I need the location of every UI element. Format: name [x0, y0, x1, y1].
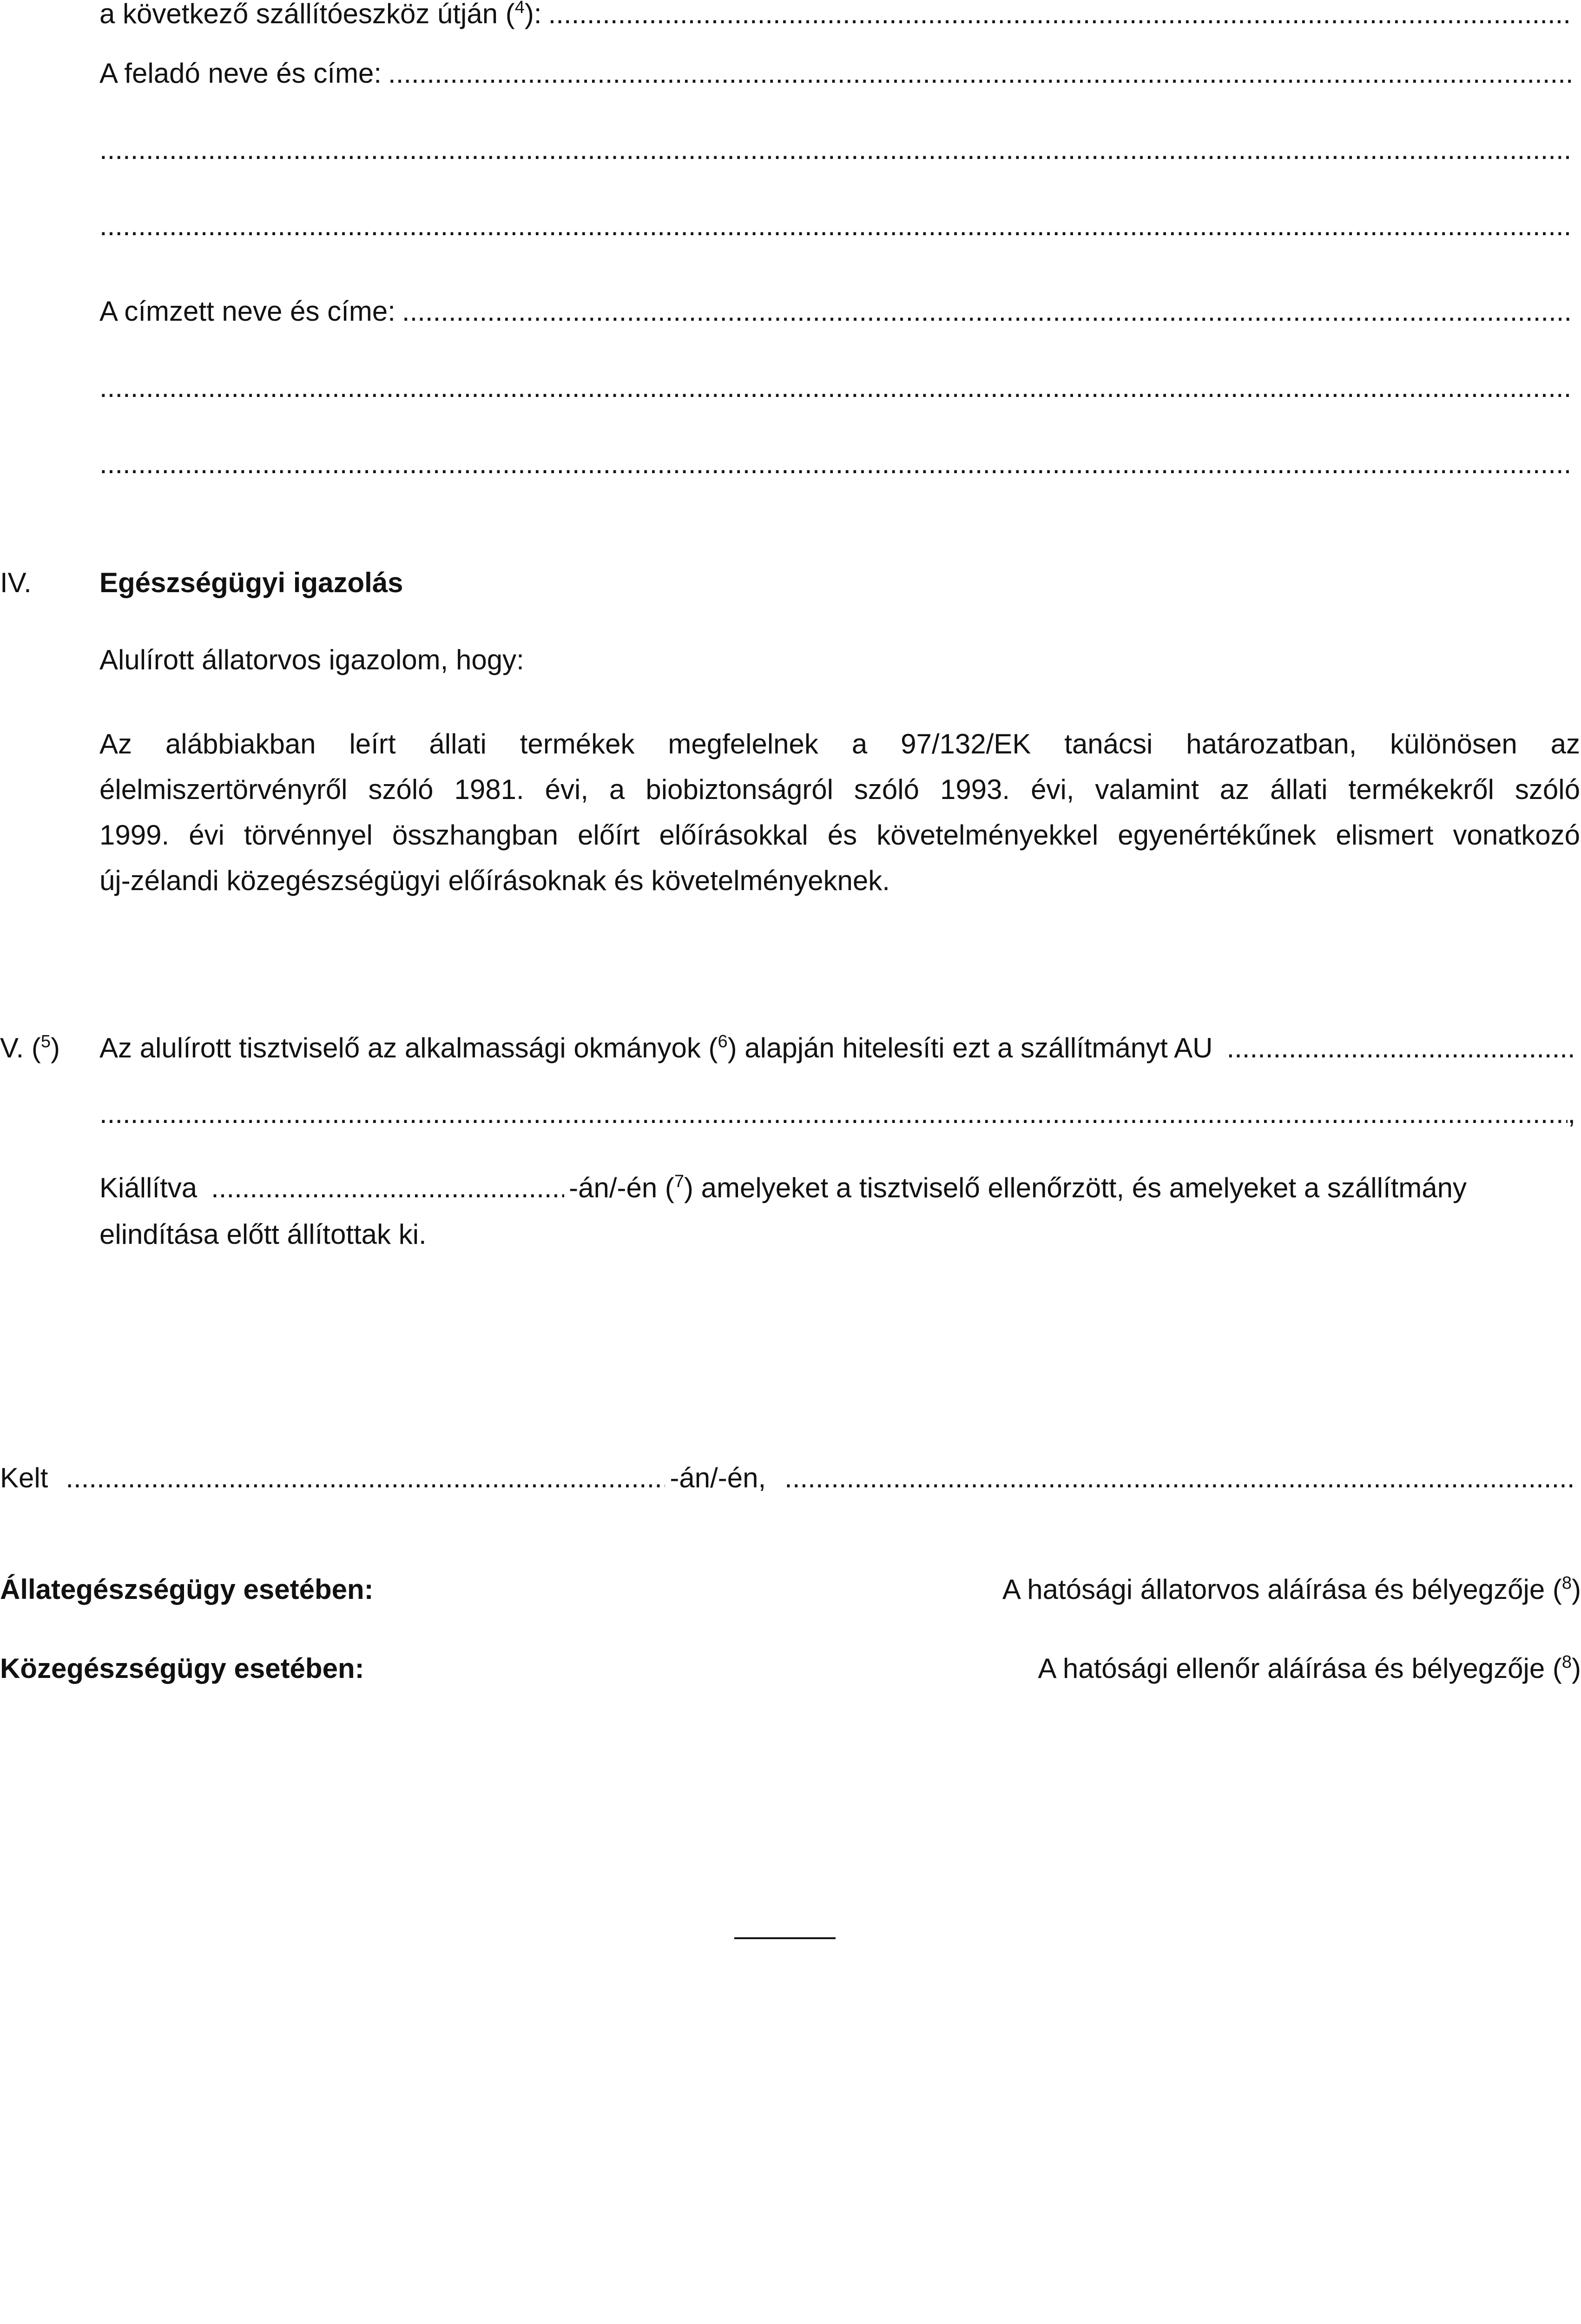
- au-fill[interactable]: [1226, 1034, 1573, 1062]
- recipient-line-3: [99, 450, 1573, 478]
- sender-fill-3[interactable]: [99, 212, 1573, 240]
- paragraph-line: Az alábbiakban leírt állati termékek megfelelnek a 97/132/EK tanácsi határozatban, különösen az: [99, 728, 1580, 759]
- footnote-ref: 8: [1561, 1573, 1572, 1593]
- kiallitva-label: Kiállítva: [99, 1172, 198, 1203]
- recipient-fill-2[interactable]: [99, 374, 1573, 402]
- section-v-line1: [99, 1034, 1573, 1062]
- au-fill-2[interactable]: [99, 1100, 1568, 1128]
- sender-line-3: [99, 212, 1573, 240]
- paragraph-line: új-zélandi közegészségügyi előírásoknak és követelményeknek.: [99, 865, 890, 896]
- sender-fill[interactable]: [388, 59, 1573, 87]
- kelt-mid: -án/-én,: [670, 1462, 766, 1493]
- recipient-label: A címzett neve és címe:: [99, 296, 395, 327]
- sender-label: A feladó neve és címe:: [99, 58, 382, 89]
- center-separator: [734, 1937, 836, 1939]
- sender-line: [99, 59, 1573, 87]
- paragraph-line: élelmiszertörvényről szóló 1981. évi, a biobiztonságról szóló 1993. évi, valamint az állati termékekről szóló: [99, 774, 1580, 805]
- footnote-ref: 8: [1561, 1652, 1572, 1672]
- transport-line: [99, 0, 1573, 28]
- recipient-line-2: [99, 374, 1573, 402]
- recipient-line: [99, 297, 1573, 325]
- kelt-line: [0, 1464, 1573, 1492]
- footnote-ref: 7: [674, 1172, 684, 1191]
- kelt-label: Kelt: [0, 1462, 48, 1493]
- public-health-label: Közegészségügy esetében:: [0, 1653, 364, 1684]
- animal-health-signature: A hatósági állatorvos aláírása és bélyegzője ($^8$): [1002, 1573, 1581, 1605]
- section-iv-title: Egészségügyi igazolás: [99, 567, 403, 598]
- fill-dots[interactable]: [548, 0, 1573, 28]
- kelt-date-fill[interactable]: [784, 1464, 1573, 1492]
- footnote-ref: 6: [718, 1032, 728, 1051]
- kiallitva-text: -án/-én ($^7$) amelyeket a tisztviselő ellenőrzött, és amelyeket a szállítmány: [569, 1172, 1467, 1203]
- kiallitva-fill[interactable]: [211, 1174, 564, 1202]
- kelt-place-fill[interactable]: [66, 1464, 665, 1492]
- animal-health-label: Állategészségügy esetében:: [0, 1574, 374, 1605]
- section-iv-paragraph: [99, 721, 1580, 904]
- footnote-ref: 4: [514, 0, 525, 17]
- section-v-line2: [99, 1100, 1575, 1128]
- sender-line-2: [99, 136, 1573, 164]
- transport-label: a következő szállítóeszköz útján ($^4$):: [99, 0, 542, 28]
- recipient-fill[interactable]: [402, 297, 1573, 325]
- section-iv-intro: Alulírott állatorvos igazolom, hogy:: [99, 644, 524, 675]
- kiallitva-line: [99, 1174, 1580, 1202]
- sender-fill-2[interactable]: [99, 136, 1573, 164]
- recipient-fill-3[interactable]: [99, 450, 1573, 478]
- kiallitva-line-2: elindítása előtt állítottak ki.: [99, 1219, 427, 1250]
- footnote-ref: 5: [40, 1032, 51, 1051]
- section-iv-number: IV.: [0, 567, 32, 598]
- public-health-signature: A hatósági ellenőr aláírása és bélyegzője ($^8$): [1038, 1652, 1581, 1684]
- section-v-number: V. ($^5$): [0, 1032, 60, 1063]
- section-v-text: Az alulírott tisztviselő az alkalmassági okmányok ($^6$) alapján hitelesíti ezt a szállítmányt AU: [99, 1032, 1213, 1063]
- comma: ,: [1568, 1098, 1575, 1129]
- paragraph-line: 1999. évi törvénnyel összhangban előírt előírásokkal és követelményekkel egyenértékűnek elismert vonatkozó: [99, 819, 1580, 851]
